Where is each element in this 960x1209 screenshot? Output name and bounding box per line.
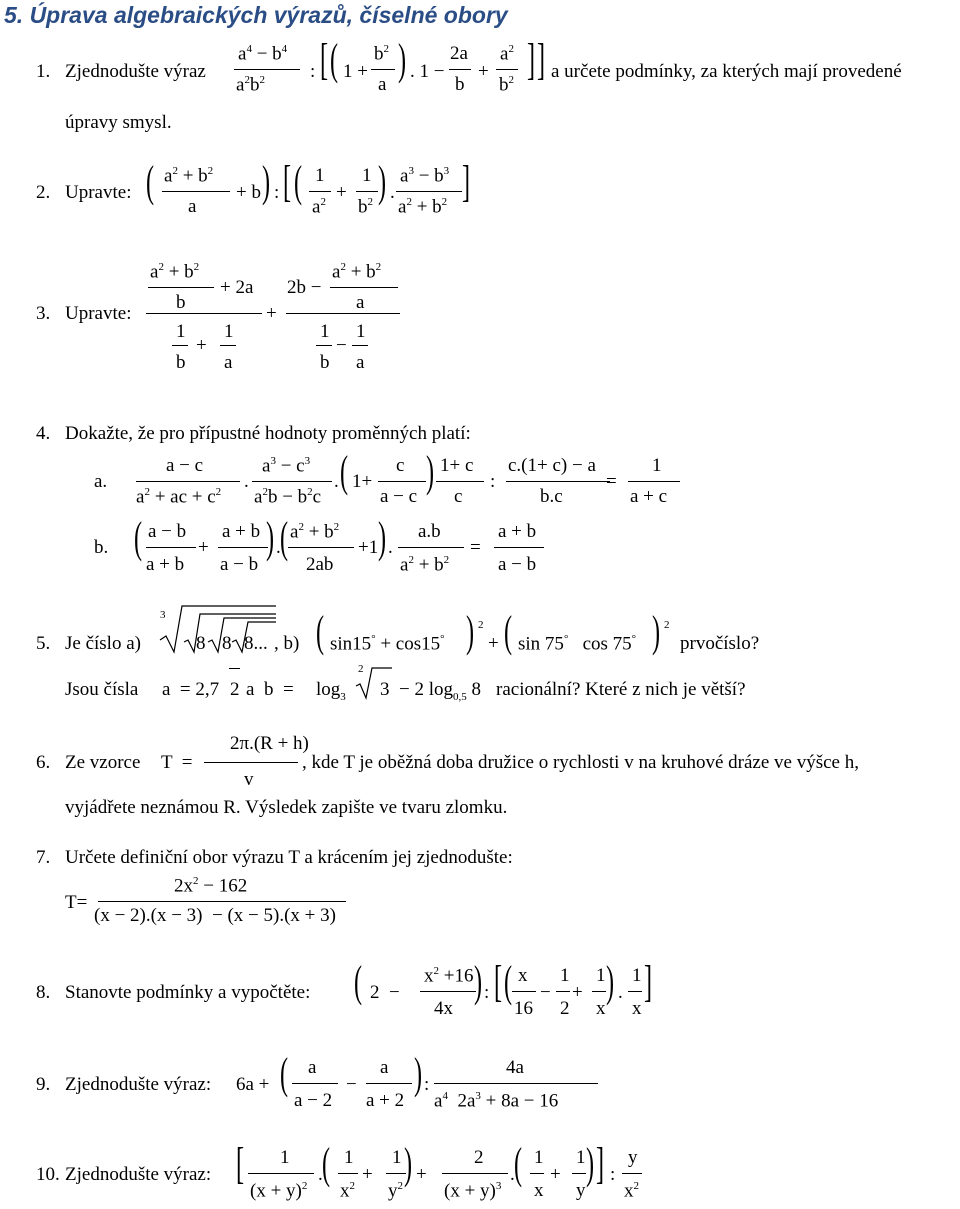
problem-lead: Je číslo a) xyxy=(65,633,141,654)
problem-line2: vyjádřete neznámou R. Výsledek zapište ve tvaru zlomku. xyxy=(65,797,508,818)
problem-lead: Upravte: xyxy=(65,182,132,203)
problem-lead: Zjednodušte výraz: xyxy=(65,1074,212,1095)
problem-lead: Upravte: xyxy=(65,303,132,324)
part-b-label: b. xyxy=(94,537,109,558)
problem-tail: , kde T je oběžná doba družice o rychlosti v na kruhové dráze ve výšce h, xyxy=(302,752,859,773)
problem-line2-lead: Jsou čísla xyxy=(65,679,139,700)
problem-number: 10. xyxy=(36,1164,60,1185)
problem-number: 2. xyxy=(36,182,51,203)
conjunction: a xyxy=(246,679,255,700)
problem-number: 3. xyxy=(36,303,51,324)
problem-number: 6. xyxy=(36,752,51,773)
problem-lead: Ze vzorce xyxy=(65,752,141,773)
problem-lead: Stanovte podmínky a vypočtěte: xyxy=(65,982,311,1003)
problem-mid: , b) xyxy=(274,633,300,654)
problem-number: 7. xyxy=(36,847,51,868)
problem-tail-line2: úpravy smysl. xyxy=(65,112,172,133)
problem-lead: Dokažte, že pro přípustné hodnoty proměnných platí: xyxy=(65,423,471,444)
problem-number: 4. xyxy=(36,423,51,444)
problem-number: 1. xyxy=(36,61,51,82)
problem-tail: a určete podmínky, za kterých mají provedené xyxy=(551,61,902,82)
problem-number: 8. xyxy=(36,982,51,1003)
problem-number: 9. xyxy=(36,1074,51,1095)
page-title: 5. Úprava algebraických výrazů, číselné obory xyxy=(4,2,508,28)
problem-lead: Zjednodušte výraz xyxy=(65,61,206,82)
part-a-label: a. xyxy=(94,471,108,492)
problem-line2-tail: racionální? Které z nich je větší? xyxy=(496,679,746,700)
problem-lead: Určete definiční obor výrazu T a krácením jej zjednodušte: xyxy=(65,847,513,868)
problem-tail: prvočíslo? xyxy=(680,633,760,654)
problem-number: 5. xyxy=(36,633,51,654)
t-label: T= xyxy=(65,892,88,913)
problem-lead: Zjednodušte výraz: xyxy=(65,1164,212,1185)
